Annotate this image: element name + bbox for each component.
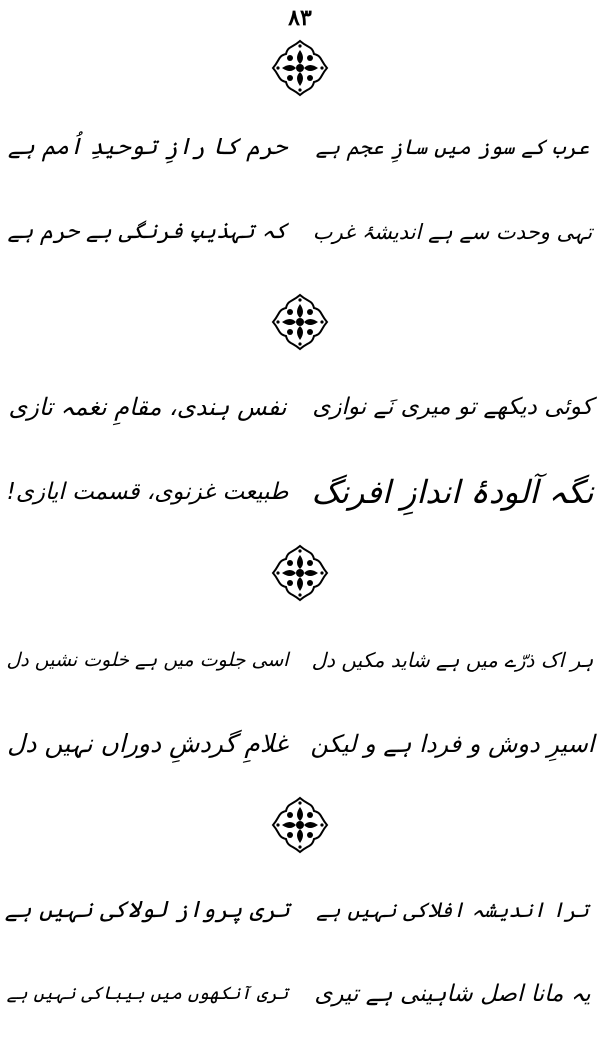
verse-line: عرب کے سوز میں سازِ عجم ہے <box>315 135 590 159</box>
verse-line: نگہ آلودۂ اندازِ افرنگ <box>311 473 594 511</box>
verse-line: طبیعت غزنوی، قسمت ایازی! <box>6 479 289 505</box>
verse-line: حرم کا رازِ توحیدِ اُمم ہے <box>7 134 288 160</box>
floral-ornament-icon <box>270 543 330 603</box>
verse-line: ترا اندیشہ افلاکی نہیں ہے <box>316 898 589 922</box>
page-number: ۸۳ <box>288 5 312 31</box>
verse-line: اسی جلوت میں ہے خلوت نشیں دل <box>6 649 289 671</box>
floral-ornament-icon <box>270 292 330 352</box>
verse-line: تری آنکھوں میں بیباکی نہیں ہے <box>6 983 289 1004</box>
verse-line: ہر اک ذرّے میں ہے شاید مکیں دل <box>311 648 594 672</box>
verse-line: غلامِ گردشِ دوراں نہیں دل <box>7 729 288 758</box>
verse-line: تہی وحدت سے ہے اندیشۂ غرب <box>312 220 593 244</box>
verse-line: یہ مانا اصل شاہینی ہے تیری <box>314 981 591 1007</box>
verse-line: کہ تہذیبِ فرنگی بے حرم ہے <box>7 219 288 244</box>
floral-ornament-icon <box>270 795 330 855</box>
floral-ornament-icon <box>270 38 330 98</box>
verse-line: کوئی دیکھے تو میری نَے نوازی <box>312 394 593 420</box>
verse-line: نفس ہندی، مقامِ نغمہ تازی <box>8 393 287 421</box>
verse-line: اسیرِ دوش و فردا ہے و لیکن <box>310 730 595 758</box>
verse-line: تری پرواز لولاکی نہیں ہے <box>4 897 290 923</box>
